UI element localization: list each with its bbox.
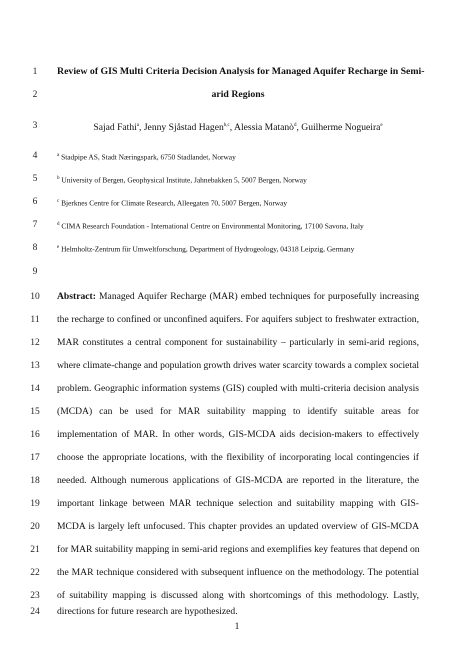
author-affiliation-mark: e	[380, 123, 383, 128]
line-number: 21	[30, 545, 40, 555]
line-number: 24	[30, 607, 40, 617]
abstract-line: implementation of MAR. In other words, GIS-MCDA aids decision-makers to effectively	[57, 429, 419, 440]
manuscript-line	[0, 473, 474, 489]
affiliation-text: University of Bergen, Geophysical Institute, Jahnebakken 5, 5007 Bergen, Norway	[61, 175, 307, 185]
manuscript-line	[0, 64, 474, 80]
manuscript-line	[0, 542, 474, 558]
line-number: 20	[30, 522, 40, 532]
author-affiliation-mark: d	[293, 123, 297, 128]
abstract-line: important linkage between MAR technique selection and suitability mapping with GIS-	[57, 498, 419, 509]
affiliation-mark: d	[57, 222, 60, 227]
manuscript-line	[0, 519, 474, 535]
line-number: 13	[30, 361, 40, 371]
line-number: 22	[30, 568, 40, 578]
line-number: 15	[30, 407, 40, 417]
affiliation-text: Helmholtz-Zentrum für Umweltforschung, Department of Hydrogeology, 04318 Leipzig, Germany	[61, 244, 355, 254]
abstract-line: directions for future research are hypothesized.	[57, 606, 238, 617]
affiliation	[57, 240, 419, 257]
affiliation	[57, 217, 419, 234]
author-name: Alessia Matanò	[234, 122, 294, 134]
affiliation	[57, 148, 419, 165]
manuscript-line	[0, 604, 474, 620]
line-number: 17	[30, 453, 40, 463]
manuscript-line	[0, 264, 474, 280]
author-name: Guilherme Nogueira	[301, 122, 381, 134]
abstract-line: choose the appropriate locations, with the flexibility of incorporating local contingencies if	[57, 452, 419, 463]
manuscript-line	[0, 217, 474, 233]
line-number: 6	[32, 197, 38, 207]
manuscript-line	[0, 194, 474, 210]
line-number: 1	[32, 67, 38, 77]
line-number: 19	[30, 499, 40, 509]
line-number: 5	[32, 174, 38, 184]
manuscript-line	[0, 496, 474, 512]
manuscript-line	[0, 381, 474, 397]
manuscript-line	[0, 565, 474, 581]
abstract-line: the MAR technique considered with subsequent influence on the methodology. The potential	[57, 567, 419, 578]
line-number: 9	[32, 267, 38, 277]
title-line-2: arid Regions	[211, 89, 265, 100]
affiliation-mark: e	[57, 245, 60, 250]
author-name: Jenny Sjåstad Hagen	[143, 122, 224, 134]
abstract-line: problem. Geographic information systems (GIS) coupled with multi-criteria decision analysis	[57, 383, 419, 394]
manuscript-line	[0, 148, 474, 164]
affiliation-mark: b	[57, 176, 60, 181]
line-number: 14	[30, 384, 40, 394]
affiliation	[57, 171, 419, 188]
affiliation-text: Bjerknes Centre for Climate Research, Alleegaten 70, 5007 Bergen, Norway	[61, 198, 288, 208]
affiliation-text: Stadpipe AS, Stadt Næringspark, 6750 Stadlandet, Norway	[61, 152, 236, 162]
manuscript-line	[0, 289, 474, 305]
line-number: 10	[30, 292, 40, 302]
line-number: 8	[32, 243, 38, 253]
abstract-line: (MCDA) can be used for MAR suitability mapping to identify suitable areas for	[57, 406, 419, 417]
affiliation-text: CIMA Research Foundation - International Centre on Environmental Monitoring, 17100 Savona, Italy	[61, 221, 364, 231]
manuscript-line	[0, 171, 474, 187]
affiliation	[57, 194, 419, 211]
abstract-line: MAR constitutes a central component for sustainability – particularly in semi-arid regions,	[57, 337, 419, 348]
manuscript-line	[0, 87, 474, 103]
abstract-line	[57, 289, 419, 305]
abstract-text: Managed Aquifer Recharge (MAR) embed techniques for purposefully increasing	[99, 291, 419, 302]
line-number: 11	[30, 315, 40, 325]
manuscript-line	[0, 427, 474, 443]
abstract-label: Abstract:	[57, 291, 96, 302]
manuscript-line	[0, 404, 474, 420]
line-number: 2	[32, 90, 38, 100]
manuscript-line	[0, 240, 474, 256]
line-number: 23	[30, 591, 40, 601]
line-number: 12	[30, 338, 40, 348]
abstract-line: of suitability mapping is discussed along with shortcomings of this methodology. Lastly,	[57, 590, 419, 601]
manuscript-line	[0, 312, 474, 328]
title-line-1: Review of GIS Multi Criteria Decision Analysis for Managed Aquifer Recharge in Semi-	[57, 66, 425, 77]
abstract-line: where climate-change and population growth drives water scarcity towards a complex societal	[57, 360, 420, 371]
line-number: 4	[32, 151, 38, 161]
manuscript-line	[0, 335, 474, 351]
page-number: 1	[234, 622, 240, 632]
author-affiliation-mark: b,c	[223, 123, 230, 128]
line-number: 18	[30, 476, 40, 486]
abstract-line: for MAR suitability mapping in semi-arid regions and exemplifies key features that depend on	[57, 544, 420, 555]
manuscript-line	[0, 450, 474, 466]
abstract-line: needed. Although numerous applications of GIS-MCDA are reported in the literature, the	[57, 475, 419, 486]
affiliation-mark: c	[57, 199, 60, 204]
author-name: Sajad Fathi	[93, 122, 137, 134]
manuscript-line	[0, 588, 474, 604]
line-number: 16	[30, 430, 40, 440]
manuscript-line	[0, 358, 474, 374]
abstract-line: the recharge to confined or unconfined aquifers. For aquifers subject to freshwater extraction,	[57, 314, 419, 325]
author-list: Sajad Fathi$^a$, Jenny Sjåstad Hagen$^{b,c}$, Alessia Matanò$^d$, Guilherme Nogueira$^e$	[93, 122, 383, 134]
manuscript-line	[0, 118, 474, 134]
line-number: 7	[32, 220, 38, 230]
author-affiliation-mark: a	[136, 123, 140, 128]
line-number: 3	[32, 121, 38, 131]
affiliation-mark: a	[57, 153, 60, 158]
abstract-line: MCDA is largely left unfocused. This chapter provides an updated overview of GIS-MCDA	[57, 521, 419, 532]
